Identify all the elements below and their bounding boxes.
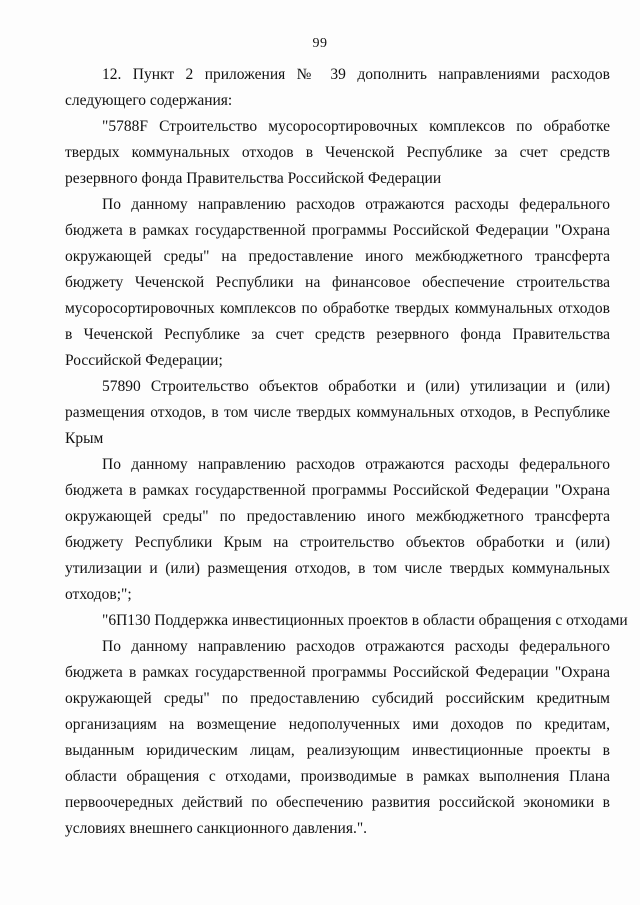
document-body xyxy=(65,62,628,842)
page-number: 99 xyxy=(312,36,328,51)
paragraph-code-5788f: "5788F Строительство мусоросортировочных комплексов по обработке твердых коммунальных отходов в Чеченской Республике за счет средств резервного фонда Правительства Российской Федерации xyxy=(65,118,610,187)
paragraph-item-12: 12. Пункт 2 приложения № 39 дополнить направлениями расходов следующего содержания: xyxy=(65,66,610,109)
paragraph-code-6p130: "6П130 Поддержка инвестиционных проектов в области обращения с отходами xyxy=(102,612,628,629)
paragraph-description-6p130: По данному направлению расходов отражаются расходы федерального бюджета в рамках государственной программы Российской Федерации "Охрана окружающей среды" по предоставлению субсидий российским кредитным организациям на возмещение недополученных ими доходов по кредитам, выданным юридическим лицам, реализующим инвестиционные проекты в области обращения с отходами, производимые в рамках выполнения Плана первоочередных действий по обеспечению развития российской экономики в условиях внешнего санкционного давления.". xyxy=(65,638,610,837)
paragraph-code-57890: 57890 Строительство объектов обработки и (или) утилизации и (или) размещения отходов, в том числе твердых коммунальных отходов, в Республике Крым xyxy=(65,378,610,447)
paragraph-description-5788f: По данному направлению расходов отражаются расходы федерального бюджета в рамках государственной программы Российской Федерации "Охрана окружающей среды" на предоставление иного межбюджетного трансферта бюджету Чеченской Республики на финансовое обеспечение строительства мусоросортировочных комплексов по обработке твердых коммунальных отходов в Чеченской Республике за счет средств резервного фонда Правительства Российской Федерации; xyxy=(65,196,610,369)
paragraph-description-57890: По данному направлению расходов отражаются расходы федерального бюджета в рамках государственной программы Российской Федерации "Охрана окружающей среды" по предоставлению иного межбюджетного трансферта бюджету Республики Крым на строительство объектов обработки и (или) утилизации и (или) размещения отходов, в том числе твердых коммунальных отходов;"; xyxy=(65,456,610,603)
